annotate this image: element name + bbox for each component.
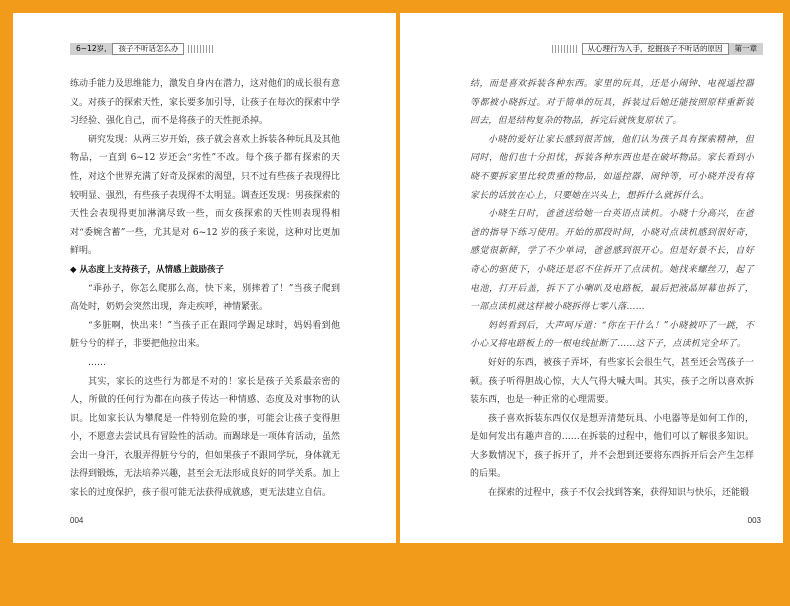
- right-body-text: [470, 75, 754, 503]
- right-running-header: [548, 43, 764, 55]
- paragraph: 练动手能力及思维能力，激发自身内在潜力，这对他们的成长很有意义。对孩子的探索天性，家长要多加引导，让孩子在每次的探索中学习经验、强化自己，而不是将孩子的天性扼杀掉。: [70, 79, 341, 127]
- header-stripe-decoration: [552, 45, 578, 53]
- header-chapter-title: 从心理行为入手，挖掘孩子不听话的原因: [582, 43, 729, 55]
- section-subheading: ◆ 从态度上支持孩子，从情感上鼓励孩子: [70, 264, 224, 275]
- page-number: 003: [747, 516, 761, 525]
- paragraph: 研究发现：从两三岁开始，孩子就会喜欢上拆装各种玩具及其他物品，一直到 6~12 岁还会“劣性”不改。每个孩子都有探索的天性，对这个世界充满了好奇及探索的渴望，只不过有些孩子表现得比较明显、强烈，有些孩子表现得不太明显。调查还发现：男孩探索的天性会表现得更加淋漓尽致一些，而女孩探索的天性则表现得相对“委婉含蓄”一些，尤其是对 6~12 岁的孩子来说，这种对比更加鲜明。: [70, 134, 341, 257]
- header-stripe-decoration: [188, 45, 214, 53]
- story-paragraph: 小晓生日时，爸爸送给她一台英语点读机。小晓十分高兴，在爸爸的指导下练习使用。开始的那段时间，小晓对点读机感到很好奇，感觉很新鲜，学了不少单词，爸爸感到很开心。但是好景不长，自好奇心的驱使下，小晓还是忍不住拆开了点读机。她找来螺丝刀，起了电池，打开后盖，拆下了小喇叭及电路板，最后把液晶屏幕也拆了，一部点读机就这样被小晓拆得七零八落……: [470, 209, 754, 313]
- paragraph: 其实，家长的这些行为都是不对的！家长是孩子关系最亲密的人，所做的任何行为都在向孩子传达一种情感、态度及对事物的认识。比如家长认为攀爬是一件特别危险的事，可能会让孩子变得胆小，不愿意去尝试具有冒险性的活动。而踢球是一项体育活动，虽然会出一身汗，衣服弄得脏兮兮的，但如果孩子不跟同学玩，身体就无法得到锻炼，无法培养兴趣，甚至会无法形成良好的同学关系。加上家长的过度保护，孩子很可能无法获得成就感，更无法建立自信。: [70, 376, 341, 499]
- paragraph: 孩子喜欢拆装东西仅仅是想弄清楚玩具、小电器等是如何工作的，是如何发出有趣声音的……在拆装的过程中，他们可以了解很多知识。大多数情况下，孩子拆开了，并不会想到还要将东西拆开后会产生怎样的后果。: [470, 413, 754, 480]
- right-page: [400, 13, 783, 543]
- header-chapter-label: 第一章: [729, 43, 764, 55]
- left-body-text: [70, 75, 340, 503]
- header-book-title: 孩子不听话怎么办: [112, 43, 184, 55]
- paragraph: 在探索的过程中，孩子不仅会找到答案，获得知识与快乐，还能锻: [488, 488, 750, 499]
- page-number: 004: [70, 516, 84, 525]
- header-section-label: 6~12岁,: [70, 43, 112, 55]
- paragraph: 好好的东西，被孩子弄坏，有些家长会很生气，甚至还会骂孩子一顿。孩子听得胆战心惊，大人气得大喊大叫。其实，孩子之所以喜欢拆装东西，也是一种正常的心理需要。: [470, 357, 754, 406]
- paragraph: “乖孙子，你怎么爬那么高，快下来，别摔着了！”当孩子爬到高处时，奶奶会突然出现，奔走疾呼，神情紧张。: [70, 283, 340, 313]
- story-paragraph: 妈妈看到后，大声呵斥道：“你在干什么！”小晓被吓了一跳，不小心又将电路板上的一根电线扯断了……这下子，点读机完全坏了。: [470, 320, 754, 350]
- left-page: [13, 13, 396, 543]
- left-running-header: [70, 43, 218, 55]
- paragraph: “多脏啊，快出来！”当孩子正在跟同学踢足球时，妈妈看到他脏兮兮的样子，非要把他拉出来。: [70, 320, 340, 350]
- story-paragraph: 小晓的爱好让家长感到很苦恼，他们认为孩子具有探索精神，但同时，他们也十分担忧，拆装各种东西也是在破坏物品。家长看到小晓不要拆家里比较贵重的物品，如遥控器、闹钟等，可小晓并没有将家长的话放在心上，只要她在兴头上，想拆什么就拆什么。: [470, 134, 754, 201]
- story-paragraph: 结，而是喜欢拆装各种东西。家里的玩具，还是小闹钟、电视遥控器等都被小晓拆过。对于简单的玩具，拆装过后她还能按照原样重新装回去，但是结构复杂的物品，拆完后就恢复原状了。: [470, 79, 754, 127]
- ellipsis-line: ……: [88, 357, 106, 368]
